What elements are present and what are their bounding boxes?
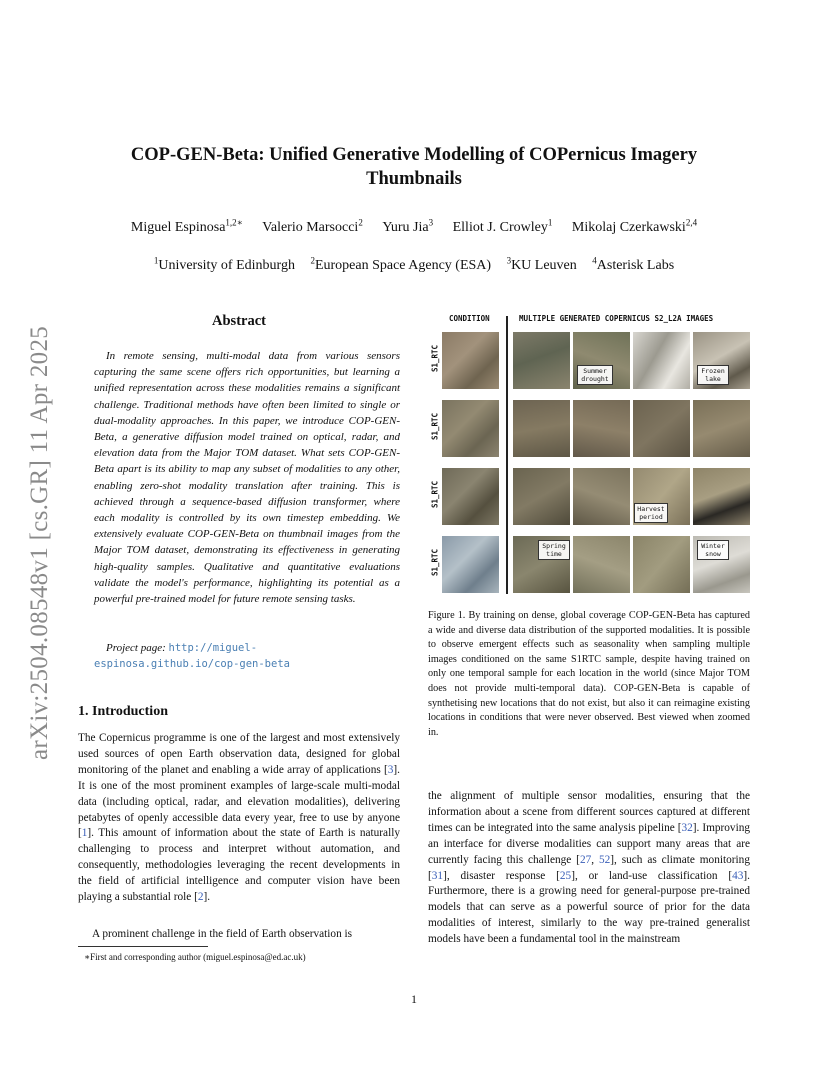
affiliation: $^2$European Space Agency (ESA): [310, 255, 492, 273]
affiliation: $^3$KU Leuven: [506, 255, 577, 273]
abstract-heading: Abstract: [212, 313, 266, 329]
project-page-link[interactable]: http://miguel-espinosa.github.io/cop-gen-beta: [94, 642, 290, 671]
figure-divider: [506, 316, 508, 594]
intro-paragraph: A prominent challenge in the field of Earth observation is: [92, 928, 353, 940]
annotation-tag: Harvest period: [634, 503, 668, 523]
figure-1: [428, 314, 750, 596]
condition-tile: [442, 468, 499, 525]
figure-caption: Figure 1. By training on dense, global coverage COP-GEN-Beta has captured a wide and diverse data distribution of the supported modalities. It is possible to observe emergent effects such as seasonality when sampling multiple images conditioned on the same S1RTC sample, despite having trained on only one temporal sample for each location in the world (since Major TOM does not provide multi-temporal data). COP-GEN-Beta is capable of synthetising new locations that do not exist, but also it can reimagine existing locations in conditions that were never observed. Best viewed when zoomed in.: [428, 610, 750, 738]
annotation-tag: Spring time: [538, 540, 570, 560]
generated-tile: [513, 332, 570, 389]
footnote: ∗First and corresponding author (miguel.espinosa@ed.ac.uk): [84, 952, 306, 962]
generated-tile: [573, 468, 630, 525]
row-label: S1_RTC: [430, 480, 440, 509]
condition-tile: [442, 536, 499, 593]
citation-link[interactable]: 1: [81, 827, 88, 840]
row-label: S1_RTC: [430, 344, 440, 373]
affiliation-list: [60, 257, 768, 275]
generated-tile: [693, 468, 750, 525]
citation-link[interactable]: 27: [579, 853, 592, 866]
condition-tile: [442, 332, 499, 389]
generated-tile: [573, 400, 630, 457]
author-list: [60, 219, 768, 237]
project-page: [94, 640, 400, 672]
annotation-tag: Winter snow: [697, 540, 729, 560]
generated-tile: [513, 400, 570, 457]
citation-link[interactable]: 2: [197, 891, 204, 904]
citation-link[interactable]: 52: [598, 853, 611, 866]
body-paragraph: the alignment of multiple sensor modalities, ensuring that the information about a scene from different sources captured at different times can be integrated into the same analysis pipeline [32]. Improving an interface for diverse modalities can support many areas that are currently facing this challenge [27, 52], such as climate monitoring [31], disaster response [25], or land-use classification [43]. Furthermore, there is a growing need for general-purpose pre-trained models that can serve as a powerful source of prior for the data modalities of interest, similarly to the way pre-trained generalist models have been a fundamental tool in the mainstream: [428, 790, 751, 946]
intro-paragraph: The Copernicus programme is one of the largest and most extensively used sources of open Earth observation data, designed for global monitoring of the planet and enabling a wide array of applications [3]. It is one of the most prominent examples of large-scale multi-modal data (including optical, radar, and elevation modalities), delivering petabytes of openly accessible data every year, free to use by anyone [1]. This amount of information about the state of Earth is naturally challenging to process and interpret without automation, and consequently, methodologies leveraging the recent developments in the field of artificial intelligence and computer vision have been playing a substantial role [2].: [78, 732, 400, 904]
affiliation: $^1$University of Edinburgh: [153, 255, 295, 273]
author: Valerio Marsocci$^2$: [262, 217, 363, 235]
figure-header-condition: CONDITION: [449, 314, 490, 323]
footnote-rule: [78, 946, 208, 947]
row-label: S1_RTC: [430, 548, 440, 577]
author: Miguel Espinosa$^{1,2∗}$: [130, 217, 243, 235]
affiliation: $^4$Asterisk Labs: [592, 255, 675, 273]
generated-tile: [693, 400, 750, 457]
annotation-tag: Summer drought: [577, 365, 613, 385]
figure-header-generated: MULTIPLE GENERATED COPERNICUS S2_L2A IMAGES: [519, 314, 714, 323]
citation-link[interactable]: 43: [732, 869, 744, 882]
generated-tile: [573, 536, 630, 593]
generated-tile: [633, 400, 690, 457]
condition-tile: [442, 400, 499, 457]
citation-link[interactable]: 32: [681, 821, 693, 834]
citation-link[interactable]: 25: [559, 869, 572, 882]
generated-tile: [513, 468, 570, 525]
row-label: S1_RTC: [430, 412, 440, 441]
annotation-tag: Frozen lake: [697, 365, 729, 385]
paper-title: COP-GEN-Beta: Unified Generative Modelling of COPernicus Imagery Thumbnails: [130, 145, 698, 189]
author: Elliot J. Crowley$^1$: [452, 217, 553, 235]
page-number: 1: [411, 992, 417, 1006]
section-heading-introduction: 1. Introduction: [78, 704, 168, 719]
arxiv-identifier: arXiv:2504.08548v1 [cs.GR] 11 Apr 2025: [26, 325, 53, 760]
citation-link[interactable]: 3: [387, 763, 394, 776]
abstract-text: In remote sensing, multi-modal data from various sensors capturing the same scene offers rich opportunities, but learning a unified representation across these modalities remains a significant challenge. Traditional methods have often been limited to single or dual-modality approaches. In this paper, we introduce COP-GEN-Beta, a generative diffusion model trained on optical, radar, and elevation data from the Major TOM dataset. What sets COP-GEN-Beta apart is its ability to map any subset of modalities to any other, enabling zero-shot modality translation after training. This is achieved through a sequence-based diffusion transformer, where each modality is controlled by its own timestep embedding. We extensively evaluate COP-GEN-Beta on thumbnail images from the Major TOM dataset, demonstrating its effectiveness in generating high-quality samples. Qualitative and quantitative evaluations validate the model's performance, highlighting its potential as a powerful pre-trained model for future remote sensing tasks.: [94, 350, 400, 606]
generated-tile: [633, 536, 690, 593]
project-page-label: Project page:: [106, 642, 166, 654]
author: Mikolaj Czerkawski$^{2,4}$: [571, 217, 698, 235]
citation-link[interactable]: 31: [431, 869, 444, 882]
generated-tile: [633, 332, 690, 389]
author: Yuru Jia$^3$: [382, 217, 434, 235]
